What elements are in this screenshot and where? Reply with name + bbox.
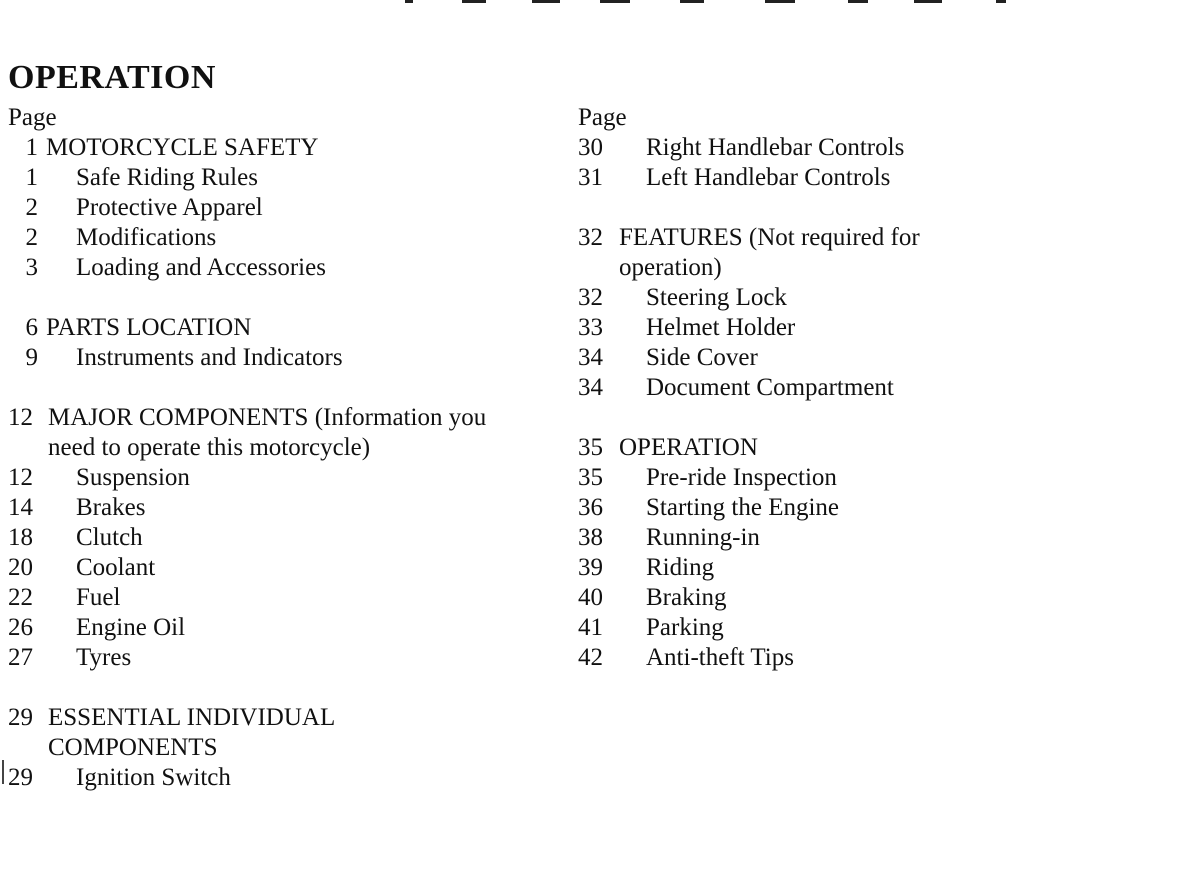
toc-entry bbox=[8, 553, 568, 583]
toc-entry bbox=[8, 343, 568, 373]
toc-page-number: 33 bbox=[578, 314, 603, 341]
toc-entry-title: Protective Apparel bbox=[76, 194, 263, 221]
toc-entry bbox=[8, 463, 568, 493]
toc-entry-title: Coolant bbox=[76, 554, 156, 581]
toc-entry-title: Steering Lock bbox=[646, 284, 787, 311]
toc-entry bbox=[8, 523, 568, 553]
toc-entry-title: Right Handlebar Controls bbox=[646, 134, 905, 161]
toc-entry-title: Helmet Holder bbox=[646, 314, 796, 341]
toc-page-number: 38 bbox=[578, 524, 603, 551]
toc-entry-title: Safe Riding Rules bbox=[76, 164, 258, 191]
toc-entry-title: PARTS LOCATION bbox=[46, 314, 252, 341]
toc-entry bbox=[578, 643, 1138, 673]
toc-entry-title: Ignition Switch bbox=[76, 764, 231, 791]
toc-entry bbox=[578, 553, 1138, 583]
toc-left-column bbox=[8, 103, 568, 793]
toc-entry bbox=[578, 373, 1138, 403]
toc-entry-title: Instruments and Indicators bbox=[76, 344, 343, 371]
toc-page-number: 29 bbox=[8, 764, 33, 791]
toc-entry bbox=[578, 493, 1138, 523]
toc-entry-title: Riding bbox=[646, 554, 715, 581]
toc-entry bbox=[578, 463, 1138, 493]
toc-entry-title: Fuel bbox=[76, 584, 121, 611]
toc-entry-title: Clutch bbox=[76, 524, 143, 551]
toc-entry bbox=[8, 763, 568, 793]
toc-page-number: 14 bbox=[8, 494, 33, 521]
toc-page-number: 20 bbox=[8, 554, 33, 581]
toc-page-number: 34 bbox=[578, 344, 603, 371]
margin-mark bbox=[2, 760, 4, 784]
page-title: OPERATION bbox=[8, 59, 216, 96]
toc-page-number: 2 bbox=[25, 194, 38, 221]
toc-page-number: 9 bbox=[25, 344, 38, 371]
toc-page-number: 42 bbox=[578, 644, 603, 671]
toc-right-column bbox=[578, 103, 1138, 673]
toc-page-number: 40 bbox=[578, 584, 603, 611]
toc-entry bbox=[8, 163, 568, 193]
toc-entry bbox=[8, 703, 568, 763]
toc-page-number: 1 bbox=[25, 134, 38, 161]
toc-entry-title: FEATURES (Not required for operation) bbox=[619, 224, 920, 281]
toc-entry bbox=[8, 223, 568, 253]
toc-entry bbox=[8, 643, 568, 673]
toc-page-number: 32 bbox=[578, 284, 603, 311]
toc-entry bbox=[578, 583, 1138, 613]
toc-page-number: 30 bbox=[578, 134, 603, 161]
toc-entry-title: OPERATION bbox=[619, 434, 758, 461]
toc-entry bbox=[578, 223, 1138, 283]
toc-entry bbox=[578, 163, 1138, 193]
toc-entry-title: Anti-theft Tips bbox=[646, 644, 794, 671]
toc-entry bbox=[8, 493, 568, 523]
toc-entry-title: Left Handlebar Controls bbox=[646, 164, 891, 191]
page-column-label: Page bbox=[8, 104, 57, 131]
toc-entry bbox=[8, 313, 568, 343]
toc-page-number: 3 bbox=[25, 254, 38, 281]
toc-entry-title: Engine Oil bbox=[76, 614, 186, 641]
toc-entry-title: Brakes bbox=[76, 494, 146, 521]
toc-entry bbox=[578, 283, 1138, 313]
toc-entry bbox=[578, 313, 1138, 343]
toc-entry bbox=[578, 613, 1138, 643]
toc-entry-title: Side Cover bbox=[646, 344, 758, 371]
toc-entry-title: ESSENTIAL INDIVIDUAL COMPONENTS bbox=[48, 704, 335, 761]
toc-page-number: 1 bbox=[25, 164, 38, 191]
toc-entry bbox=[578, 343, 1138, 373]
toc-page-number: 35 bbox=[578, 464, 603, 491]
toc-entry-title: Braking bbox=[646, 584, 727, 611]
toc-page-number: 36 bbox=[578, 494, 603, 521]
toc-entry-title: Starting the Engine bbox=[646, 494, 840, 521]
toc-page-number: 39 bbox=[578, 554, 603, 581]
toc-entry bbox=[578, 523, 1138, 553]
toc-entry bbox=[8, 133, 568, 163]
toc-entry bbox=[578, 133, 1138, 163]
toc-page-number: 35 bbox=[578, 434, 603, 461]
toc-entry bbox=[8, 613, 568, 643]
toc-page-number: 22 bbox=[8, 584, 33, 611]
toc-entry-title: Suspension bbox=[76, 464, 190, 491]
toc-page-number: 31 bbox=[578, 164, 603, 191]
toc-entry bbox=[8, 253, 568, 283]
toc-page-number: 2 bbox=[25, 224, 38, 251]
toc-entry-title: Modifications bbox=[76, 224, 217, 251]
toc-page-number: 29 bbox=[8, 704, 33, 731]
scan-edge-marks bbox=[0, 0, 1200, 10]
toc-entry-title: MOTORCYCLE SAFETY bbox=[46, 134, 319, 161]
toc-page-number: 18 bbox=[8, 524, 33, 551]
toc-page-number: 26 bbox=[8, 614, 33, 641]
toc-entry bbox=[8, 583, 568, 613]
toc-page-number: 27 bbox=[8, 644, 33, 671]
toc-page-number: 12 bbox=[8, 464, 33, 491]
toc-page-number: 41 bbox=[578, 614, 603, 641]
toc-page-number: 32 bbox=[578, 224, 603, 251]
toc-entry-title: Parking bbox=[646, 614, 724, 641]
toc-page-number: 6 bbox=[25, 314, 38, 341]
toc-entry bbox=[578, 433, 1138, 463]
toc-entry-title: Pre-ride Inspection bbox=[646, 464, 837, 491]
toc-entry bbox=[8, 193, 568, 223]
toc-page-number: 12 bbox=[8, 404, 33, 431]
toc-page-number: 34 bbox=[578, 374, 603, 401]
toc-entry-title: Running-in bbox=[646, 524, 760, 551]
toc-entry bbox=[8, 403, 568, 463]
toc-entry-title: MAJOR COMPONENTS (Information you need to operate this motorcycle) bbox=[48, 404, 487, 461]
page-column-label: Page bbox=[578, 104, 627, 131]
toc-entry-title: Document Compartment bbox=[646, 374, 894, 401]
toc-entry-title: Loading and Accessories bbox=[76, 254, 326, 281]
toc-entry-title: Tyres bbox=[76, 644, 132, 671]
